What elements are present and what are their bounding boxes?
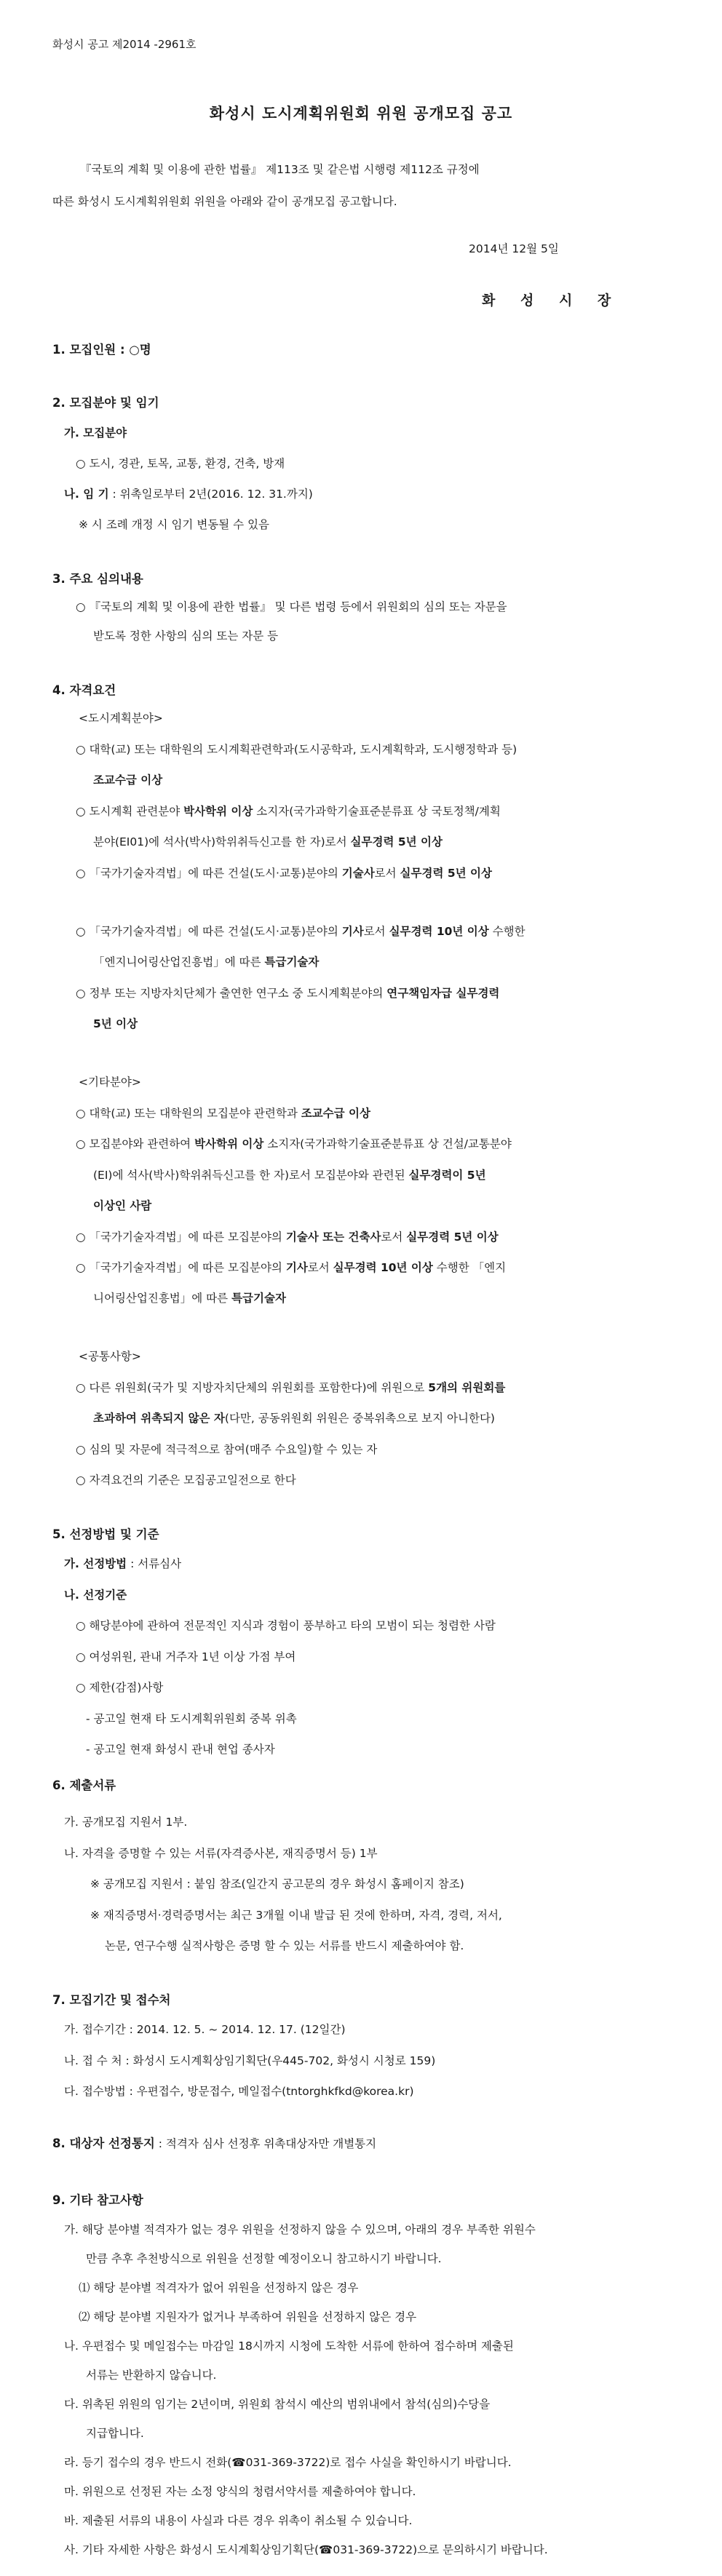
s9-item-1: 가. 해당 분야별 적격자가 없는 경우 위원을 선정하지 않을 수 있으며, 아래의 경우 부족한 위원수 bbox=[64, 2223, 536, 2236]
doc-number: 화성시 공고 제2014 -2961호 bbox=[52, 38, 197, 51]
section-8-heading: 8. 대상자 선정통지 bbox=[52, 2136, 155, 2150]
section-9-heading: 9. 기타 참고사항 bbox=[52, 2193, 143, 2207]
s4-g2-2b bbox=[93, 1166, 486, 1182]
section-7-heading: 7. 모집기간 및 접수처 bbox=[52, 1993, 171, 2007]
s4-g2-2a bbox=[76, 1135, 512, 1151]
s5-a-line bbox=[64, 1555, 181, 1571]
text: ○ 「국가기술자격법」에 따른 모집분야의 bbox=[76, 1261, 286, 1274]
s5-a-value: : 서류심사 bbox=[127, 1557, 182, 1570]
s6-item-1: 가. 공개모집 지원서 1부. bbox=[64, 1816, 188, 1829]
s5-b-label: 나. 선정기준 bbox=[64, 1589, 127, 1602]
text: 수행한 bbox=[488, 925, 525, 938]
s9-item-2: 만큼 추후 추천방식으로 위원을 선정할 예정이오니 참고하시기 바랍니다. bbox=[86, 2252, 442, 2265]
section-4-heading: 4. 자격요건 bbox=[52, 683, 116, 697]
bold-text: 실무경력 5년 이상 bbox=[406, 1231, 499, 1244]
s6-item-3: ※ 공개모집 지원서 : 붙임 참조(일간지 공고문의 경우 화성시 홈페이지 참조) bbox=[90, 1877, 464, 1891]
s4-group-urban: <도시계획분야> bbox=[79, 712, 163, 725]
bold-text: 실무경력이 5년 bbox=[408, 1169, 486, 1182]
section-3-heading: 3. 주요 심의내용 bbox=[52, 572, 143, 586]
s3-line-2: 받도록 정한 사항의 심의 또는 자문 등 bbox=[93, 629, 279, 643]
s4-g2-3 bbox=[76, 1228, 499, 1244]
s4-g3-1b bbox=[93, 1410, 495, 1426]
text: ○ 대학(교) 또는 대학원의 모집분야 관련학과 bbox=[76, 1107, 301, 1120]
text: ○ 「국가기술자격법」에 따른 모집분야의 bbox=[76, 1231, 286, 1244]
notice-date: 2014년 12월 5일 bbox=[469, 242, 559, 255]
section-8-value: : 적격자 심사 선정후 위촉대상자만 개별통지 bbox=[154, 2137, 377, 2150]
s4-g1-4a bbox=[76, 923, 525, 939]
s9-item-12: 사. 기타 자세한 사항은 화성시 도시계획상임기획단(☎031-369-3722)으로 문의하시기 바랍니다. bbox=[64, 2543, 548, 2556]
section-5-heading: 5. 선정방법 및 기준 bbox=[52, 1527, 159, 1541]
text: ○ 모집분야와 관련하여 bbox=[76, 1137, 195, 1150]
s2-b-line bbox=[64, 485, 313, 501]
bold-text: 5개의 위원회를 bbox=[428, 1381, 506, 1394]
section-1-heading: 1. 모집인원 : ○명 bbox=[52, 343, 151, 357]
s4-g1-2a bbox=[76, 803, 501, 819]
s9-item-7: 다. 위촉된 위원의 임기는 2년이며, 위원회 참석시 예산의 범위내에서 참석(심의)수당을 bbox=[64, 2398, 491, 2411]
issuer: 화 성 시 장 bbox=[482, 293, 622, 309]
text: 수행한 「엔지 bbox=[432, 1261, 507, 1274]
s9-item-8: 지급합니다. bbox=[86, 2427, 144, 2440]
s4-g1-5a bbox=[76, 985, 499, 1001]
s2-a-label: 가. 모집분야 bbox=[64, 426, 127, 440]
s5-item-5: - 공고일 현재 화성시 관내 현업 종사자 bbox=[86, 1743, 275, 1756]
s6-item-5: 논문, 연구수행 실적사항은 증명 할 수 있는 서류를 반드시 제출하여야 함. bbox=[105, 1939, 464, 1952]
s7-item-2: 나. 접 수 처 : 화성시 도시계획상임기획단(우445-702, 화성시 시청로 159) bbox=[64, 2054, 436, 2067]
bold-text: 실무경력 5년 이상 bbox=[400, 867, 492, 880]
s6-item-4: ※ 재직증명서·경력증명서는 최근 3개월 이내 발급 된 것에 한하며, 자격, 경력, 저서, bbox=[90, 1909, 502, 1922]
s4-g3-3: ○ 자격요건의 기준은 모집공고일전으로 한다 bbox=[76, 1474, 296, 1487]
bold-text: 연구책임자급 실무경력 bbox=[386, 987, 500, 1000]
s2-b-value: : 위촉일로부터 2년(2016. 12. 31.까지) bbox=[108, 488, 313, 501]
s7-item-1: 가. 접수기간 : 2014. 12. 5. ~ 2014. 12. 17. (12일간) bbox=[64, 2023, 346, 2036]
text: 「엔지니어링산업진흥법」에 따른 bbox=[93, 955, 265, 969]
text: 로서 bbox=[307, 1261, 333, 1274]
s4-g1-2b bbox=[93, 833, 443, 849]
s4-group-common: <공통사항> bbox=[79, 1350, 141, 1363]
s3-line-1: ○ 『국토의 계획 및 이용에 관한 법률』 및 다른 법령 등에서 위원회의 심의 또는 자문을 bbox=[76, 600, 507, 613]
page-title: 화성시 도시계획위원회 위원 공개모집 공고 bbox=[209, 105, 513, 122]
s9-item-6: 서류는 반환하지 않습니다. bbox=[86, 2369, 217, 2382]
s4-g3-2: ○ 심의 및 자문에 적극적으로 참여(매주 수요일)할 수 있는 자 bbox=[76, 1443, 378, 1456]
bold-text: 실무경력 5년 이상 bbox=[350, 835, 443, 848]
text: ○ 「국가기술자격법」에 따른 건설(도시·교통)분야의 bbox=[76, 867, 342, 880]
s4-g2-1 bbox=[76, 1105, 370, 1121]
section-2-heading: 2. 모집분야 및 임기 bbox=[52, 396, 159, 410]
text: 로서 bbox=[374, 867, 400, 880]
bold-text: 초과하여 위촉되지 않은 자 bbox=[93, 1412, 225, 1425]
s4-group-other: <기타분야> bbox=[79, 1076, 141, 1089]
s5-item-3: ○ 제한(감점)사항 bbox=[76, 1681, 164, 1694]
s4-g3-1a bbox=[76, 1379, 505, 1395]
text: 소지자(국가과학기술표준분류표 상 건설/교통분야 bbox=[263, 1137, 512, 1150]
text: ○ 다른 위원회(국가 및 지방자치단체의 위원회를 포함한다)에 위원으로 bbox=[76, 1381, 429, 1394]
s5-a-label: 가. 선정방법 bbox=[64, 1557, 127, 1570]
intro-line-1: 『국토의 계획 및 이용에 관한 법률』 제113조 및 같은법 시행령 제112조 규정에 bbox=[80, 163, 480, 176]
s9-item-3: ⑴ 해당 분야별 적격자가 없어 위원을 선정하지 않은 경우 bbox=[79, 2281, 359, 2294]
s4-g2-4a bbox=[76, 1259, 506, 1275]
s4-g2-2c: 이상인 사람 bbox=[93, 1199, 152, 1212]
s9-item-11: 바. 제출된 서류의 내용이 사실과 다른 경우 위촉이 취소될 수 있습니다. bbox=[64, 2514, 413, 2527]
text: ○ 정부 또는 지방자치단체가 출연한 연구소 중 도시계획분야의 bbox=[76, 987, 387, 1000]
s9-item-9: 라. 등기 접수의 경우 반드시 전화(☎031-369-3722)로 접수 사실을 확인하시기 바랍니다. bbox=[64, 2456, 512, 2469]
s9-item-10: 마. 위원으로 선정된 자는 소정 양식의 청렴서약서를 제출하여야 합니다. bbox=[64, 2485, 416, 2498]
bold-text: 실무경력 10년 이상 bbox=[389, 925, 489, 938]
text: 분야(EI01)에 석사(박사)학위취득신고를 한 자)로서 bbox=[93, 835, 351, 848]
bold-text: 기술사 또는 건축사 bbox=[285, 1231, 381, 1244]
s5-item-4: - 공고일 현재 타 도시계획위원회 중복 위촉 bbox=[86, 1712, 297, 1725]
bold-text: 기사 bbox=[285, 1261, 308, 1274]
text: (다만, 공동위원회 위원은 중복위촉으로 보지 아니한다) bbox=[224, 1412, 495, 1425]
s7-item-3: 다. 접수방법 : 우편접수, 방문접수, 메일접수(tntorghkfkd@korea.kr) bbox=[64, 2085, 414, 2098]
text: ○ 「국가기술자격법」에 따른 건설(도시·교통)분야의 bbox=[76, 925, 342, 938]
text: (EI)에 석사(박사)학위취득신고를 한 자)로서 모집분야와 관련된 bbox=[93, 1169, 409, 1182]
s4-g1-1a: ○ 대학(교) 또는 대학원의 도시계획관련학과(도시공학과, 도시계획학과, 도시행정학과 등) bbox=[76, 743, 517, 756]
text: 로서 bbox=[381, 1231, 407, 1244]
text: 소지자(국가과학기술표준분류표 상 국토정책/계획 bbox=[253, 805, 501, 818]
bold-text: 실무경력 10년 이상 bbox=[333, 1261, 433, 1274]
bold-text: 기술사 bbox=[341, 867, 375, 880]
s9-item-4: ⑵ 해당 분야별 지원자가 없거나 부족하여 위원을 선정하지 않은 경우 bbox=[79, 2310, 417, 2323]
bold-text: 조교수급 이상 bbox=[301, 1107, 370, 1120]
s4-g1-4b bbox=[93, 953, 319, 969]
s5-item-2: ○ 여성위원, 관내 거주자 1년 이상 가점 부여 bbox=[76, 1650, 296, 1663]
section-6-heading: 6. 제출서류 bbox=[52, 1778, 116, 1792]
bold-text: 특급기술자 bbox=[231, 1292, 286, 1305]
text: 니어링산업진흥법」에 따른 bbox=[93, 1292, 232, 1305]
intro-line-2: 따른 화성시 도시계획위원회 위원을 아래와 같이 공개모집 공고합니다. bbox=[52, 195, 397, 208]
bold-text: 기사 bbox=[341, 925, 364, 938]
text: ○ 도시계획 관련분야 bbox=[76, 805, 184, 818]
text: 로서 bbox=[363, 925, 389, 938]
section-8-line bbox=[52, 2134, 376, 2151]
s4-g1-3 bbox=[76, 864, 492, 880]
s6-item-2: 나. 자격을 증명할 수 있는 서류(자격증사본, 재직증명서 등) 1부 bbox=[64, 1847, 378, 1860]
s2-a-item: ○ 도시, 경관, 토목, 교통, 환경, 건축, 방재 bbox=[76, 457, 285, 470]
s4-g2-4b bbox=[93, 1289, 286, 1305]
bold-text: 특급기술자 bbox=[264, 955, 320, 969]
s4-g1-5b: 5년 이상 bbox=[93, 1017, 138, 1030]
bold-text: 박사학위 이상 bbox=[194, 1137, 264, 1150]
s4-g1-1b: 조교수급 이상 bbox=[93, 774, 163, 787]
s5-item-1: ○ 해당분야에 관하여 전문적인 지식과 경험이 풍부하고 타의 모범이 되는 청렴한 사람 bbox=[76, 1619, 496, 1632]
s9-item-5: 나. 우편접수 및 메일접수는 마감일 18시까지 시청에 도착한 서류에 한하여 접수하며 제출된 bbox=[64, 2340, 514, 2353]
s2-b-label: 나. 임 기 bbox=[64, 488, 109, 501]
s2-note: ※ 시 조례 개정 시 임기 변동될 수 있음 bbox=[79, 518, 270, 531]
bold-text: 박사학위 이상 bbox=[183, 805, 253, 818]
